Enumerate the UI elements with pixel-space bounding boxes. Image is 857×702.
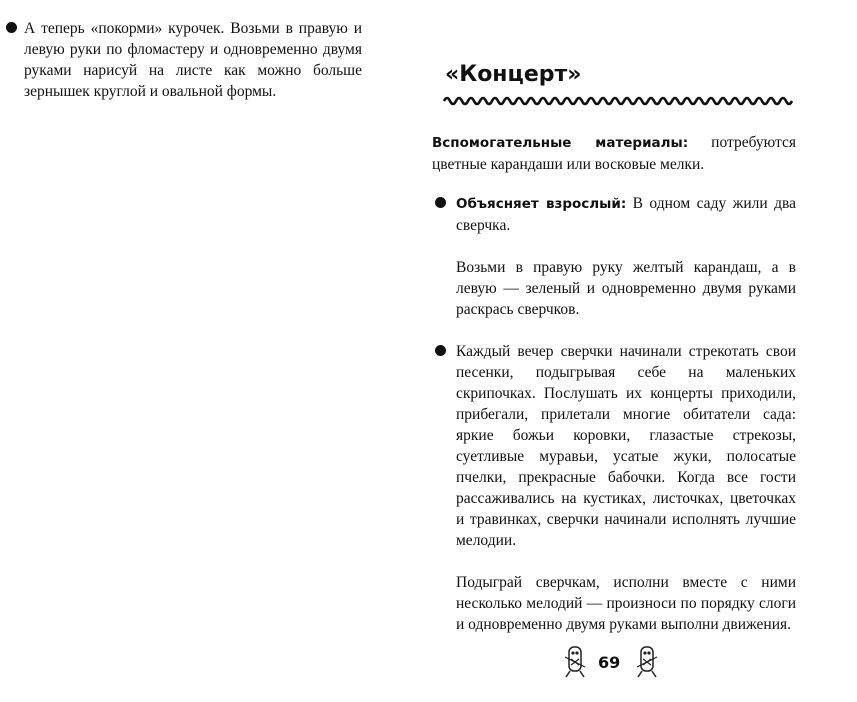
page-footer	[561, 645, 681, 681]
section-title: «Концерт»	[445, 62, 582, 87]
item1-lead: Объясняет взрослый:	[456, 196, 627, 212]
item2-paragraph-2: Подыграй сверчкам, исполни вместе с ними несколько мелодий — произноси по порядку слоги и одновременно двумя руками выполни движения.	[456, 574, 796, 633]
item1-text: В одном саду жили два сверчка.	[456, 195, 796, 234]
materials-paragraph	[432, 132, 796, 175]
bullet-icon	[6, 22, 17, 33]
left-page	[6, 18, 362, 102]
item1-paragraph	[456, 193, 796, 236]
bullet-icon	[435, 345, 446, 356]
bullet-item-story	[432, 341, 796, 635]
wavy-underline-icon	[442, 94, 798, 108]
cricket-violin-icon	[633, 645, 661, 679]
page-number: 69	[598, 653, 621, 672]
bullet-item-explanation	[432, 193, 796, 320]
materials-text: потребуются цветные карандаши или восковые мелки.	[432, 134, 796, 173]
item2-paragraph: Каждый вечер сверчки начинали стрекотать свои песенки, подыгрывая себе на маленьких скрипочках. Послушать их концерты приходили, прибегали, прилетали многие обитатели сада: яркие божьи коровки, глазастые стрекозы, суетливые муравьи, усатые жуки, полосатые пчелки, прекрасные бабочки. Когда все гости рассаживались на кустиках, листочках, цветочках и травинках, сверчки начинали исполнять лучшие мелодии.	[456, 343, 796, 549]
bullet-icon	[435, 197, 446, 208]
item1-paragraph-2: Возьми в правую руку желтый карандаш, а в левую — зеленый и одновременно двумя руками раскрась сверчков.	[456, 259, 796, 318]
left-bullet-item	[6, 18, 362, 102]
cricket-violin-icon	[561, 645, 589, 679]
left-paragraph: А теперь «покорми» курочек. Возьми в правую и левую руки по фломастеру и одновременно двумя руками нарисуй на листе как можно больше зернышек круглой и овальной формы.	[24, 20, 362, 100]
right-page	[432, 60, 796, 635]
materials-label: Вспомогательные материалы:	[432, 135, 689, 151]
